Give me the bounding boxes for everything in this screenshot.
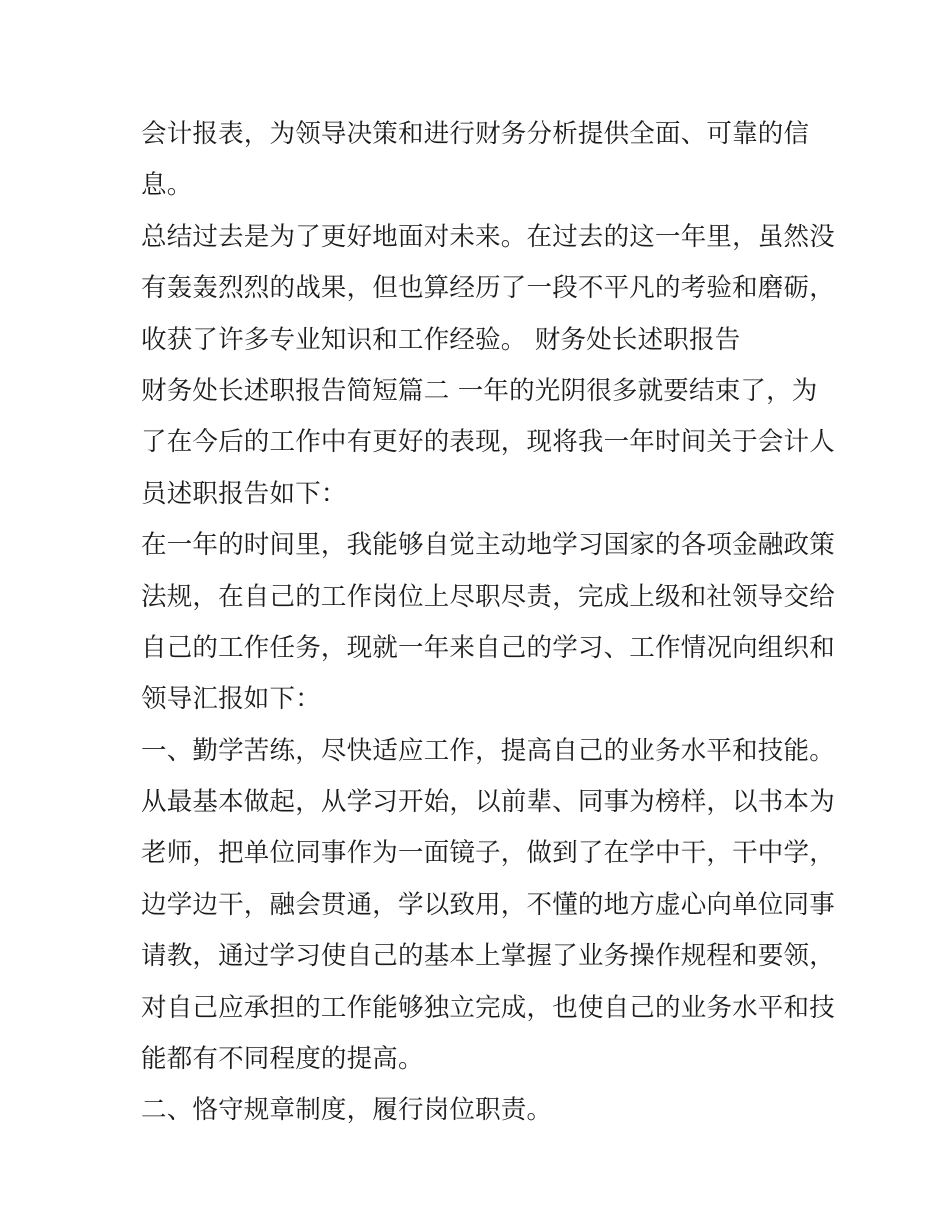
text-line: 在一年的时间里，我能够自觉主动地学习国家的各项金融政策	[141, 530, 835, 561]
document-body	[141, 109, 835, 1137]
text-line: 息。	[141, 170, 193, 201]
text-line: 会计报表，为领导决策和进行财务分析提供全面、可靠的信	[141, 119, 810, 149]
text-line: 能都有不同程度的提高。	[141, 1044, 424, 1075]
text-line: 了在今后的工作中有更好的表现，现将我一年时间关于会计人	[141, 427, 835, 458]
text-line: 领导汇报如下：	[141, 684, 321, 715]
text-line: 总结过去是为了更好地面对未来。在过去的这一年里，虽然没	[141, 221, 835, 252]
text-line: 对自己应承担的工作能够独立完成，也使自己的业务水平和技	[141, 992, 835, 1023]
text-line: 老师，把单位同事作为一面镜子，做到了在学中干，干中学，	[141, 838, 835, 869]
text-line: 从最基本做起，从学习开始，以前辈、同事为榜样，以书本为	[141, 787, 835, 818]
text-line: 法规，在自己的工作岗位上尽职尽责，完成上级和社领导交给	[141, 581, 835, 612]
text-line: 自己的工作任务，现就一年来自己的学习、工作情况向组织和	[141, 632, 835, 663]
text-line: 请教，通过学习使自己的基本上掌握了业务操作规程和要领，	[141, 941, 835, 972]
text-line: 财务处长述职报告简短篇二 一年的光阴很多就要结束了，为	[141, 375, 818, 406]
text-line: 有轰轰烈烈的战果，但也算经历了一段不平凡的考验和磨砺，	[141, 273, 835, 304]
text-line: 一、勤学苦练，尽快适应工作，提高自己的业务水平和技能。	[141, 735, 835, 766]
text-line: 边学边干，融会贯通，学以致用，不懂的地方虚心向单位同事	[141, 889, 835, 920]
text-line: 员述职报告如下：	[141, 478, 347, 509]
text-line: 二、恪守规章制度，履行岗位职责。	[141, 1095, 553, 1126]
text-line: 收获了许多专业知识和工作经验。 财务处长述职报告	[141, 324, 741, 355]
